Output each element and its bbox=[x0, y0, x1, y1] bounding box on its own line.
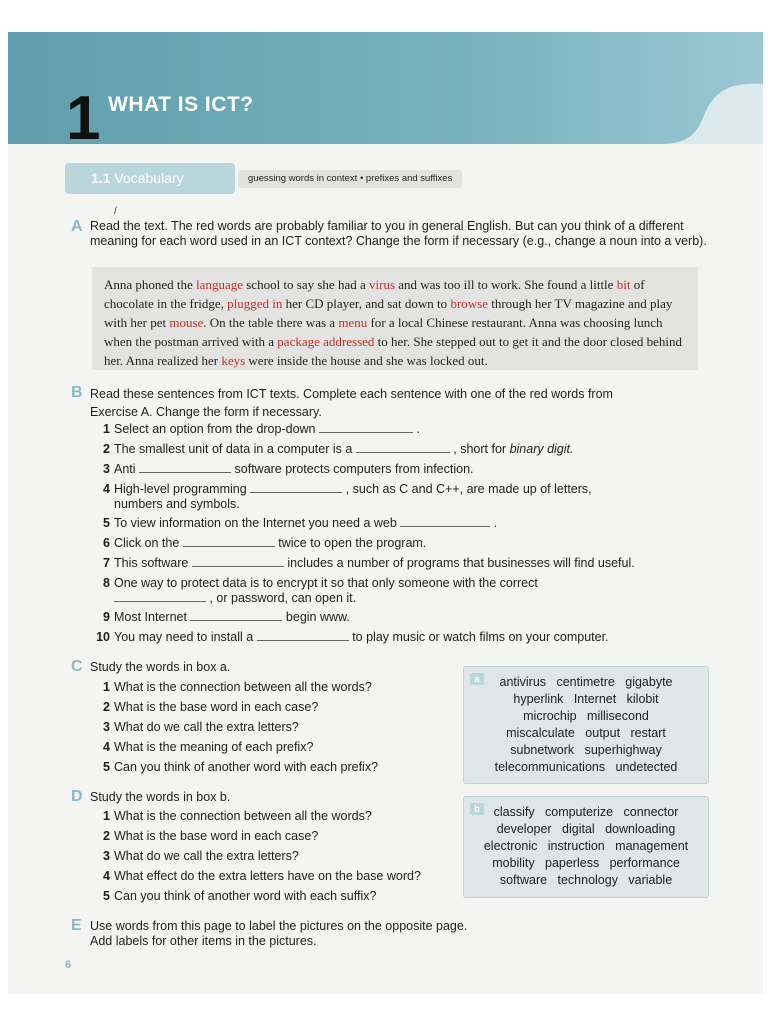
section-tab bbox=[65, 163, 235, 194]
section-name: Vocabulary bbox=[114, 170, 184, 186]
exercise-d-instruction: Study the words in box b. bbox=[90, 790, 231, 804]
word-list: antivirus centimetre gigabyte hyperlink Internet kilobit microchip millisecond miscalculate output restart subnetwork superhighway telecommunications undetected bbox=[494, 675, 678, 774]
box-label: b bbox=[470, 803, 484, 815]
red-word: plugged in bbox=[227, 296, 283, 311]
list-item: 4 What is the meaning of each prefix? bbox=[103, 740, 314, 754]
red-word: addressed bbox=[323, 334, 375, 349]
red-word: menu bbox=[338, 315, 368, 330]
red-word: mouse bbox=[169, 315, 204, 330]
list-item: 3 What do we call the extra letters? bbox=[103, 720, 299, 734]
exercise-d-letter: D bbox=[71, 788, 83, 805]
exercise-b-list bbox=[96, 422, 635, 650]
textbook-page bbox=[8, 32, 763, 994]
list-item: 4 High-level programming , such as C and C++, are made up of letters, numbers and symbols. bbox=[103, 482, 592, 511]
list-item: 7 This software includes a number of programs that businesses will find useful. bbox=[103, 556, 635, 570]
box-label: a bbox=[470, 673, 484, 685]
reading-text: Anna phoned the language school to say she had a virus and was too ill to work. She found a little bit of chocolate in the fridge, plugged in her CD player, and sat down to browse through her TV magazine and play with her pet mouse. On the table there was a menu for a local Chinese restaurant. Anna was choosing lunch when the postman arrived with a package addressed to her. She stepped out to get it and the door closed behind her. Anna realized her keys were inside the house and she was locked out. bbox=[92, 267, 698, 370]
list-item: 2 What is the base word in each case? bbox=[103, 829, 319, 843]
list-item: 2 The smallest unit of data in a computer is a , short for binary digit. bbox=[103, 442, 574, 456]
list-item: 8 One way to protect data is to encrypt it so that only someone with the correct , or password, can open it. bbox=[103, 576, 538, 605]
list-item: 2 What is the base word in each case? bbox=[103, 700, 319, 714]
word-box-a bbox=[463, 666, 709, 784]
list-item: 1 Select an option from the drop-down . bbox=[103, 422, 420, 436]
list-item: 3 What do we call the extra letters? bbox=[103, 849, 299, 863]
exercise-a-instruction: Read the text. The red words are probably familiar to you in general English. But can you think of a different meaning for each word used in an ICT context? Change the form if necessary (e.g., change a noun into a verb). bbox=[90, 219, 707, 248]
page-number: 6 bbox=[65, 959, 72, 971]
list-item: 10 You may need to install a to play music or watch films on your computer. bbox=[96, 630, 609, 644]
red-word: language bbox=[196, 277, 243, 292]
list-item: 9 Most Internet begin www. bbox=[103, 610, 350, 624]
red-word: bit bbox=[616, 277, 631, 292]
red-word: keys bbox=[221, 353, 246, 368]
exercise-d-list bbox=[96, 809, 421, 909]
list-item: 1 What is the connection between all the words? bbox=[103, 809, 372, 823]
exercise-b-instruction: Read these sentences from ICT texts. Complete each sentence with one of the red words from Exercise A. Change the form if necessary. bbox=[90, 387, 613, 419]
chapter-banner bbox=[8, 32, 763, 153]
section-topics: guessing words in context • prefixes and suffixes bbox=[238, 170, 462, 188]
list-item: 5 Can you think of another word with each suffix? bbox=[103, 889, 377, 903]
word-box-b bbox=[463, 796, 709, 898]
exercise-a-letter: A bbox=[71, 218, 83, 235]
list-item: 6 Click on the twice to open the program. bbox=[103, 536, 427, 550]
exercise-b-letter: B bbox=[71, 384, 83, 401]
chapter-title: WHAT IS ICT? bbox=[108, 93, 254, 116]
red-word: browse bbox=[450, 296, 488, 311]
list-item: 1 What is the connection between all the words? bbox=[103, 680, 372, 694]
exercise-e-instruction: Use words from this page to label the pictures on the opposite page. Add labels for other items in the pictures. bbox=[90, 919, 468, 948]
exercise-e-letter: E bbox=[71, 917, 82, 934]
exercise-c-letter: C bbox=[71, 658, 83, 675]
section-number: 1.1 bbox=[91, 170, 111, 186]
list-item: 5 Can you think of another word with each prefix? bbox=[103, 760, 379, 774]
list-item: 3 Anti software protects computers from infection. bbox=[103, 462, 474, 476]
red-word: package bbox=[277, 334, 320, 349]
word-list: classify computerize connector developer digital downloading electronic instruction management mobility paperless performance software technology variable bbox=[483, 805, 689, 887]
chapter-number: 1 bbox=[66, 84, 99, 153]
tick-mark: / bbox=[114, 206, 117, 217]
red-word: virus bbox=[369, 277, 395, 292]
list-item: 5 To view information on the Internet you need a web . bbox=[103, 516, 498, 530]
list-item: 4 What effect do the extra letters have on the base word? bbox=[103, 869, 421, 883]
exercise-c-instruction: Study the words in box a. bbox=[90, 660, 231, 674]
exercise-c-list bbox=[96, 680, 378, 780]
